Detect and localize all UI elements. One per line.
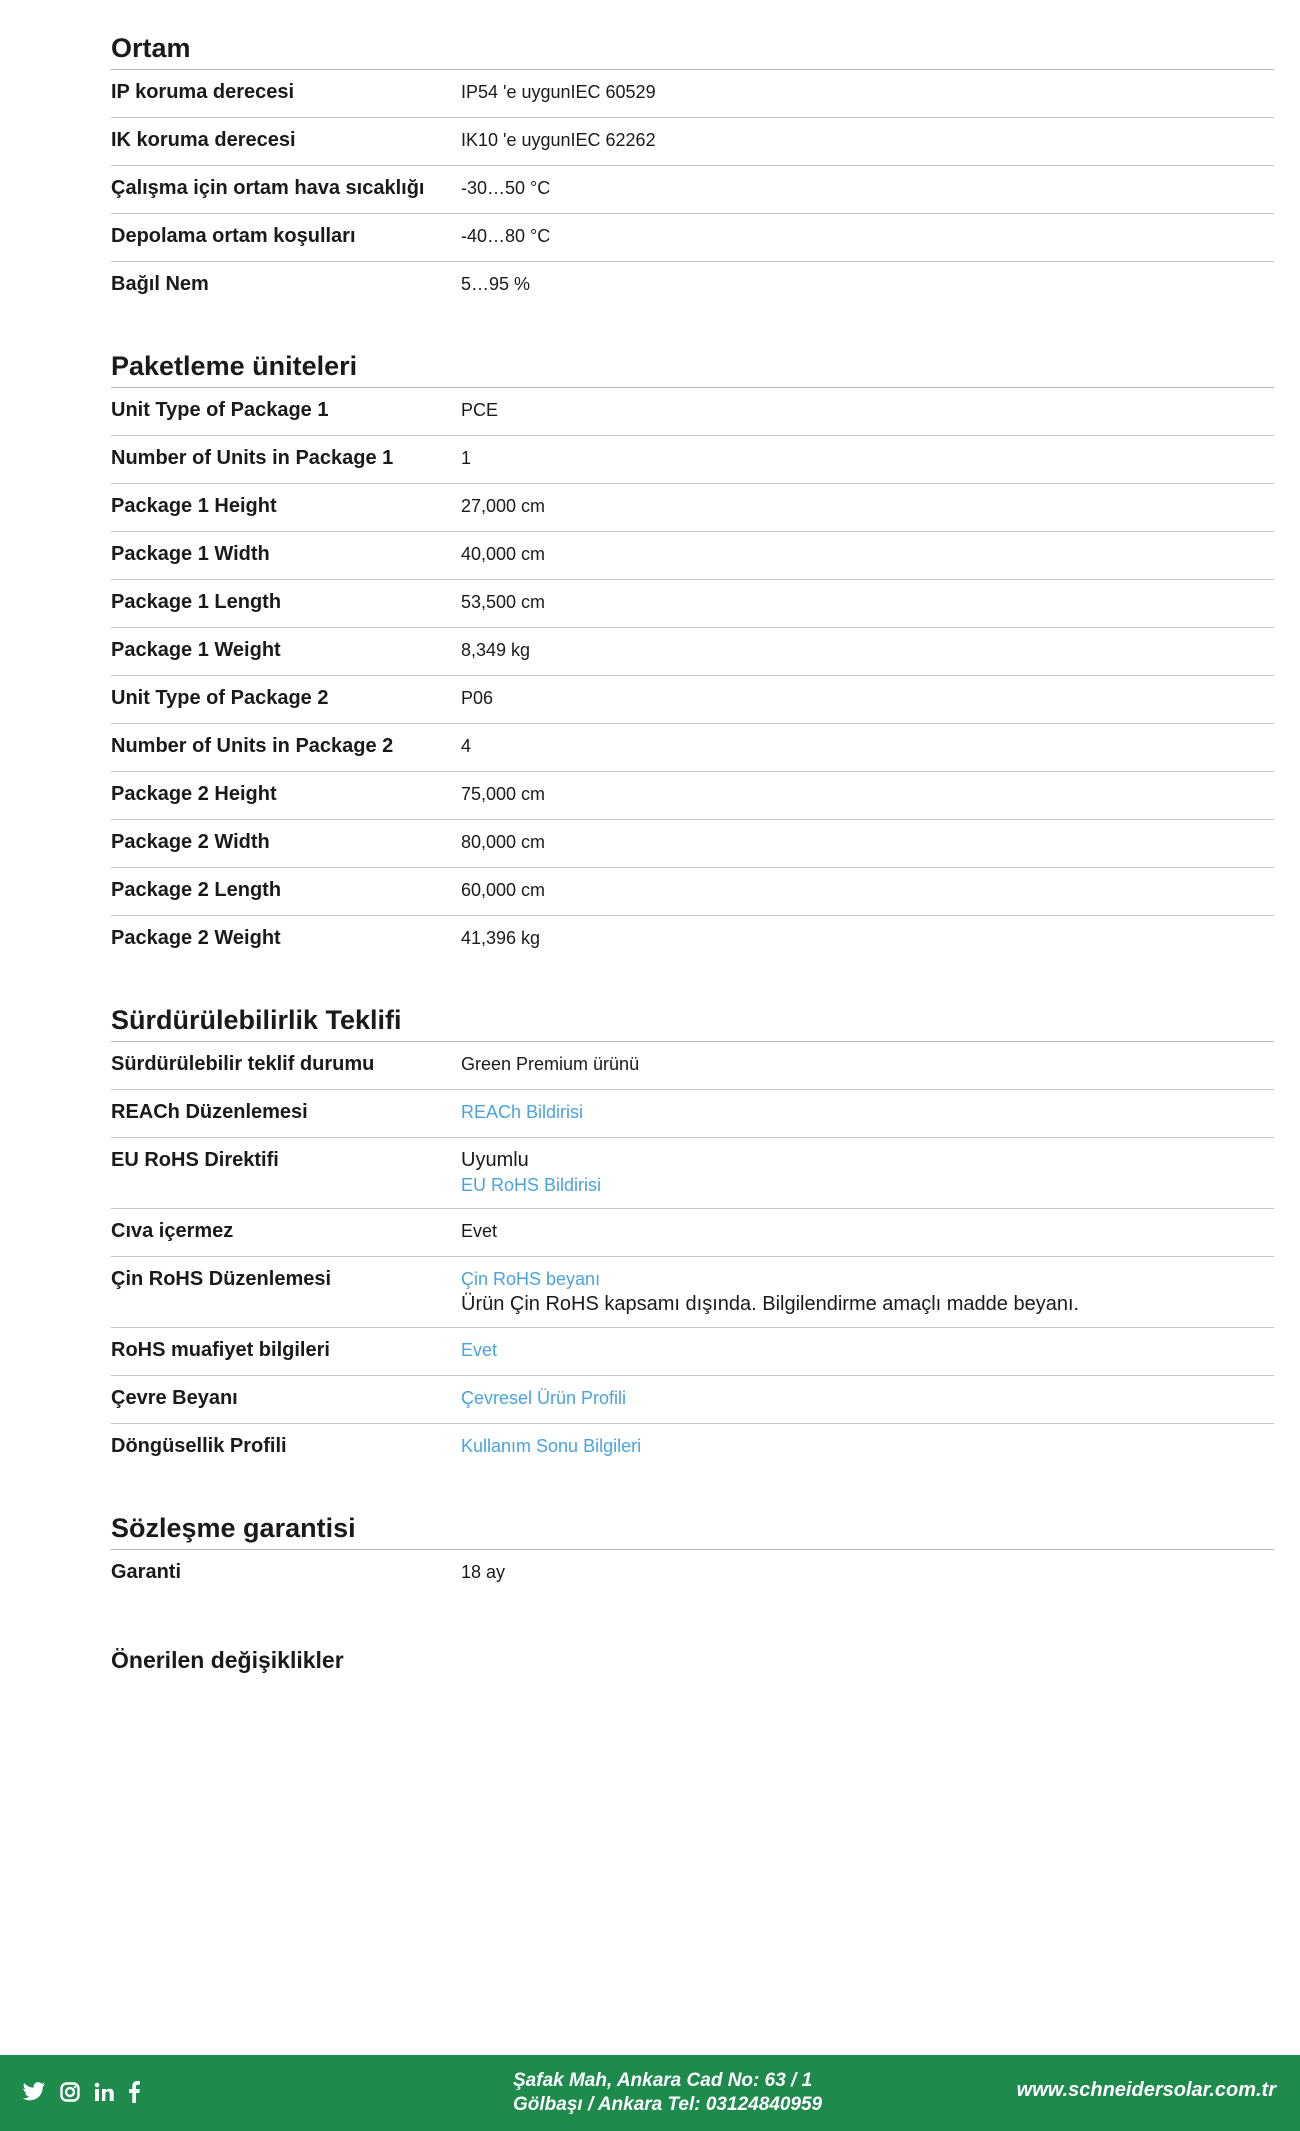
spec-row [111,868,1274,916]
spec-row [111,1042,1274,1090]
spec-value [461,1338,497,1365]
spec-row [111,262,1274,309]
end-of-life-link[interactable]: Kullanım Sonu Bilgileri [461,1436,642,1456]
section-ortam [111,31,1274,309]
spec-row [111,772,1274,820]
spec-value: IP54 'e uygunIEC 60529 [461,82,656,102]
spec-label: Çevre Beyanı [111,1387,238,1409]
spec-value [461,1100,583,1127]
address-line-1: Şafak Mah, Ankara Cad No: 63 / 1 [513,2070,813,2091]
suggested-changes-title: Önerilen değişiklikler [111,1647,344,1673]
spec-label: Package 1 Length [111,591,282,613]
spec-label: Package 2 Height [111,783,277,805]
spec-row [111,628,1274,676]
spec-row [111,1090,1274,1138]
spec-label: IK koruma derecesi [111,129,296,151]
spec-label: Number of Units in Package 2 [111,735,394,757]
section-title: Paketleme üniteleri [111,349,1274,388]
spec-label: RoHS muafiyet bilgileri [111,1339,330,1361]
spec-value: 40,000 cm [461,544,546,564]
spec-label: Döngüsellik Profili [111,1435,287,1457]
footer-address [513,2069,822,2117]
eu-rohs-declaration-link[interactable]: EU RoHS Bildirisi [461,1175,602,1195]
spec-value: -30…50 °C [461,178,551,198]
spec-label: Package 2 Weight [111,927,281,949]
spec-value: 8,349 kg [461,640,531,660]
section-surdurulebilirlik [111,1003,1274,1471]
spec-row [111,484,1274,532]
spec-row [111,1424,1274,1471]
spec-value: IK10 'e uygunIEC 62262 [461,130,656,150]
spec-value: Uyumlu EU RoHS Bildirisi [461,1148,601,1198]
spec-row [111,916,1274,963]
spec-value: 60,000 cm [461,880,546,900]
spec-row [111,436,1274,484]
spec-label: Çalışma için ortam hava sıcaklığı [111,177,425,199]
spec-value: PCE [461,400,499,420]
spec-value [461,1434,641,1461]
spec-value: 5…95 % [461,274,531,294]
spec-row [111,388,1274,436]
spec-value: P06 [461,688,494,708]
spec-label: Cıva içermez [111,1220,234,1242]
website-link[interactable]: www.schneidersolar.com.tr [1016,2079,1276,2101]
environmental-profile-link[interactable]: Çevresel Ürün Profili [461,1388,627,1408]
rohs-exemption-link[interactable]: Evet [461,1340,498,1360]
spec-row [111,820,1274,868]
spec-row [111,118,1274,166]
spec-label: IP koruma derecesi [111,81,295,103]
reach-declaration-link[interactable]: REACh Bildirisi [461,1102,584,1122]
spec-value: 18 ay [461,1562,506,1582]
spec-row [111,1328,1274,1376]
footer [0,2055,1300,2131]
spec-value: 41,396 kg [461,928,541,948]
spec-value: 53,500 cm [461,592,546,612]
spec-row [111,580,1274,628]
spec-value: 75,000 cm [461,784,546,804]
spec-label: EU RoHS Direktifi [111,1149,279,1171]
spec-label: Package 2 Width [111,831,270,853]
spec-label: Number of Units in Package 1 [111,447,394,469]
section-title: Sözleşme garantisi [111,1511,1274,1550]
spec-value: 1 [461,448,472,468]
spec-row [111,532,1274,580]
spec-label: REACh Düzenlemesi [111,1101,308,1123]
linkedin-icon[interactable] [94,2082,114,2108]
section-title: Sürdürülebilirlik Teklifi [111,1003,1274,1042]
instagram-icon[interactable] [60,2082,80,2108]
spec-label: Çin RoHS Düzenlemesi [111,1268,332,1290]
address-line-2: Gölbaşı / Ankara Tel: 03124840959 [513,2094,823,2115]
spec-label: Unit Type of Package 1 [111,399,329,421]
spec-value: 4 [461,736,472,756]
spec-label: Package 1 Height [111,495,277,517]
spec-value: Evet [461,1221,498,1241]
spec-value: 27,000 cm [461,496,546,516]
section-paketleme [111,349,1274,963]
spec-label: Package 1 Width [111,543,270,565]
spec-label: Unit Type of Package 2 [111,687,329,709]
spec-value [461,1386,626,1413]
spec-value: 80,000 cm [461,832,546,852]
spec-row [111,166,1274,214]
spec-row [111,1550,1274,1597]
spec-content [111,0,1274,1675]
spec-label: Depolama ortam koşulları [111,225,356,247]
spec-label: Bağıl Nem [111,273,209,295]
section-sozlesme [111,1511,1274,1597]
spec-row [111,1376,1274,1424]
spec-row [111,70,1274,118]
section-title: Ortam [111,31,1274,70]
facebook-icon[interactable] [128,2081,140,2109]
spec-label: Sürdürülebilir teklif durumu [111,1053,375,1075]
spec-label: Package 2 Length [111,879,282,901]
spec-label: Garanti [111,1561,182,1583]
china-rohs-declaration-link[interactable]: Çin RoHS beyanı [461,1269,601,1289]
twitter-icon[interactable] [22,2082,46,2108]
spec-row [111,724,1274,772]
spec-row [111,1257,1274,1328]
spec-value: Çin RoHS beyanı Ürün Çin RoHS kapsamı dışında. Bilgilendirme amaçlı madde beyanı. [461,1269,1080,1315]
spec-row [111,214,1274,262]
social-links [22,2081,140,2109]
spec-value: -40…80 °C [461,226,551,246]
spec-row [111,676,1274,724]
spec-row [111,1138,1274,1209]
spec-label: Package 1 Weight [111,639,281,661]
spec-value: Green Premium ürünü [461,1054,640,1074]
spec-row [111,1209,1274,1257]
